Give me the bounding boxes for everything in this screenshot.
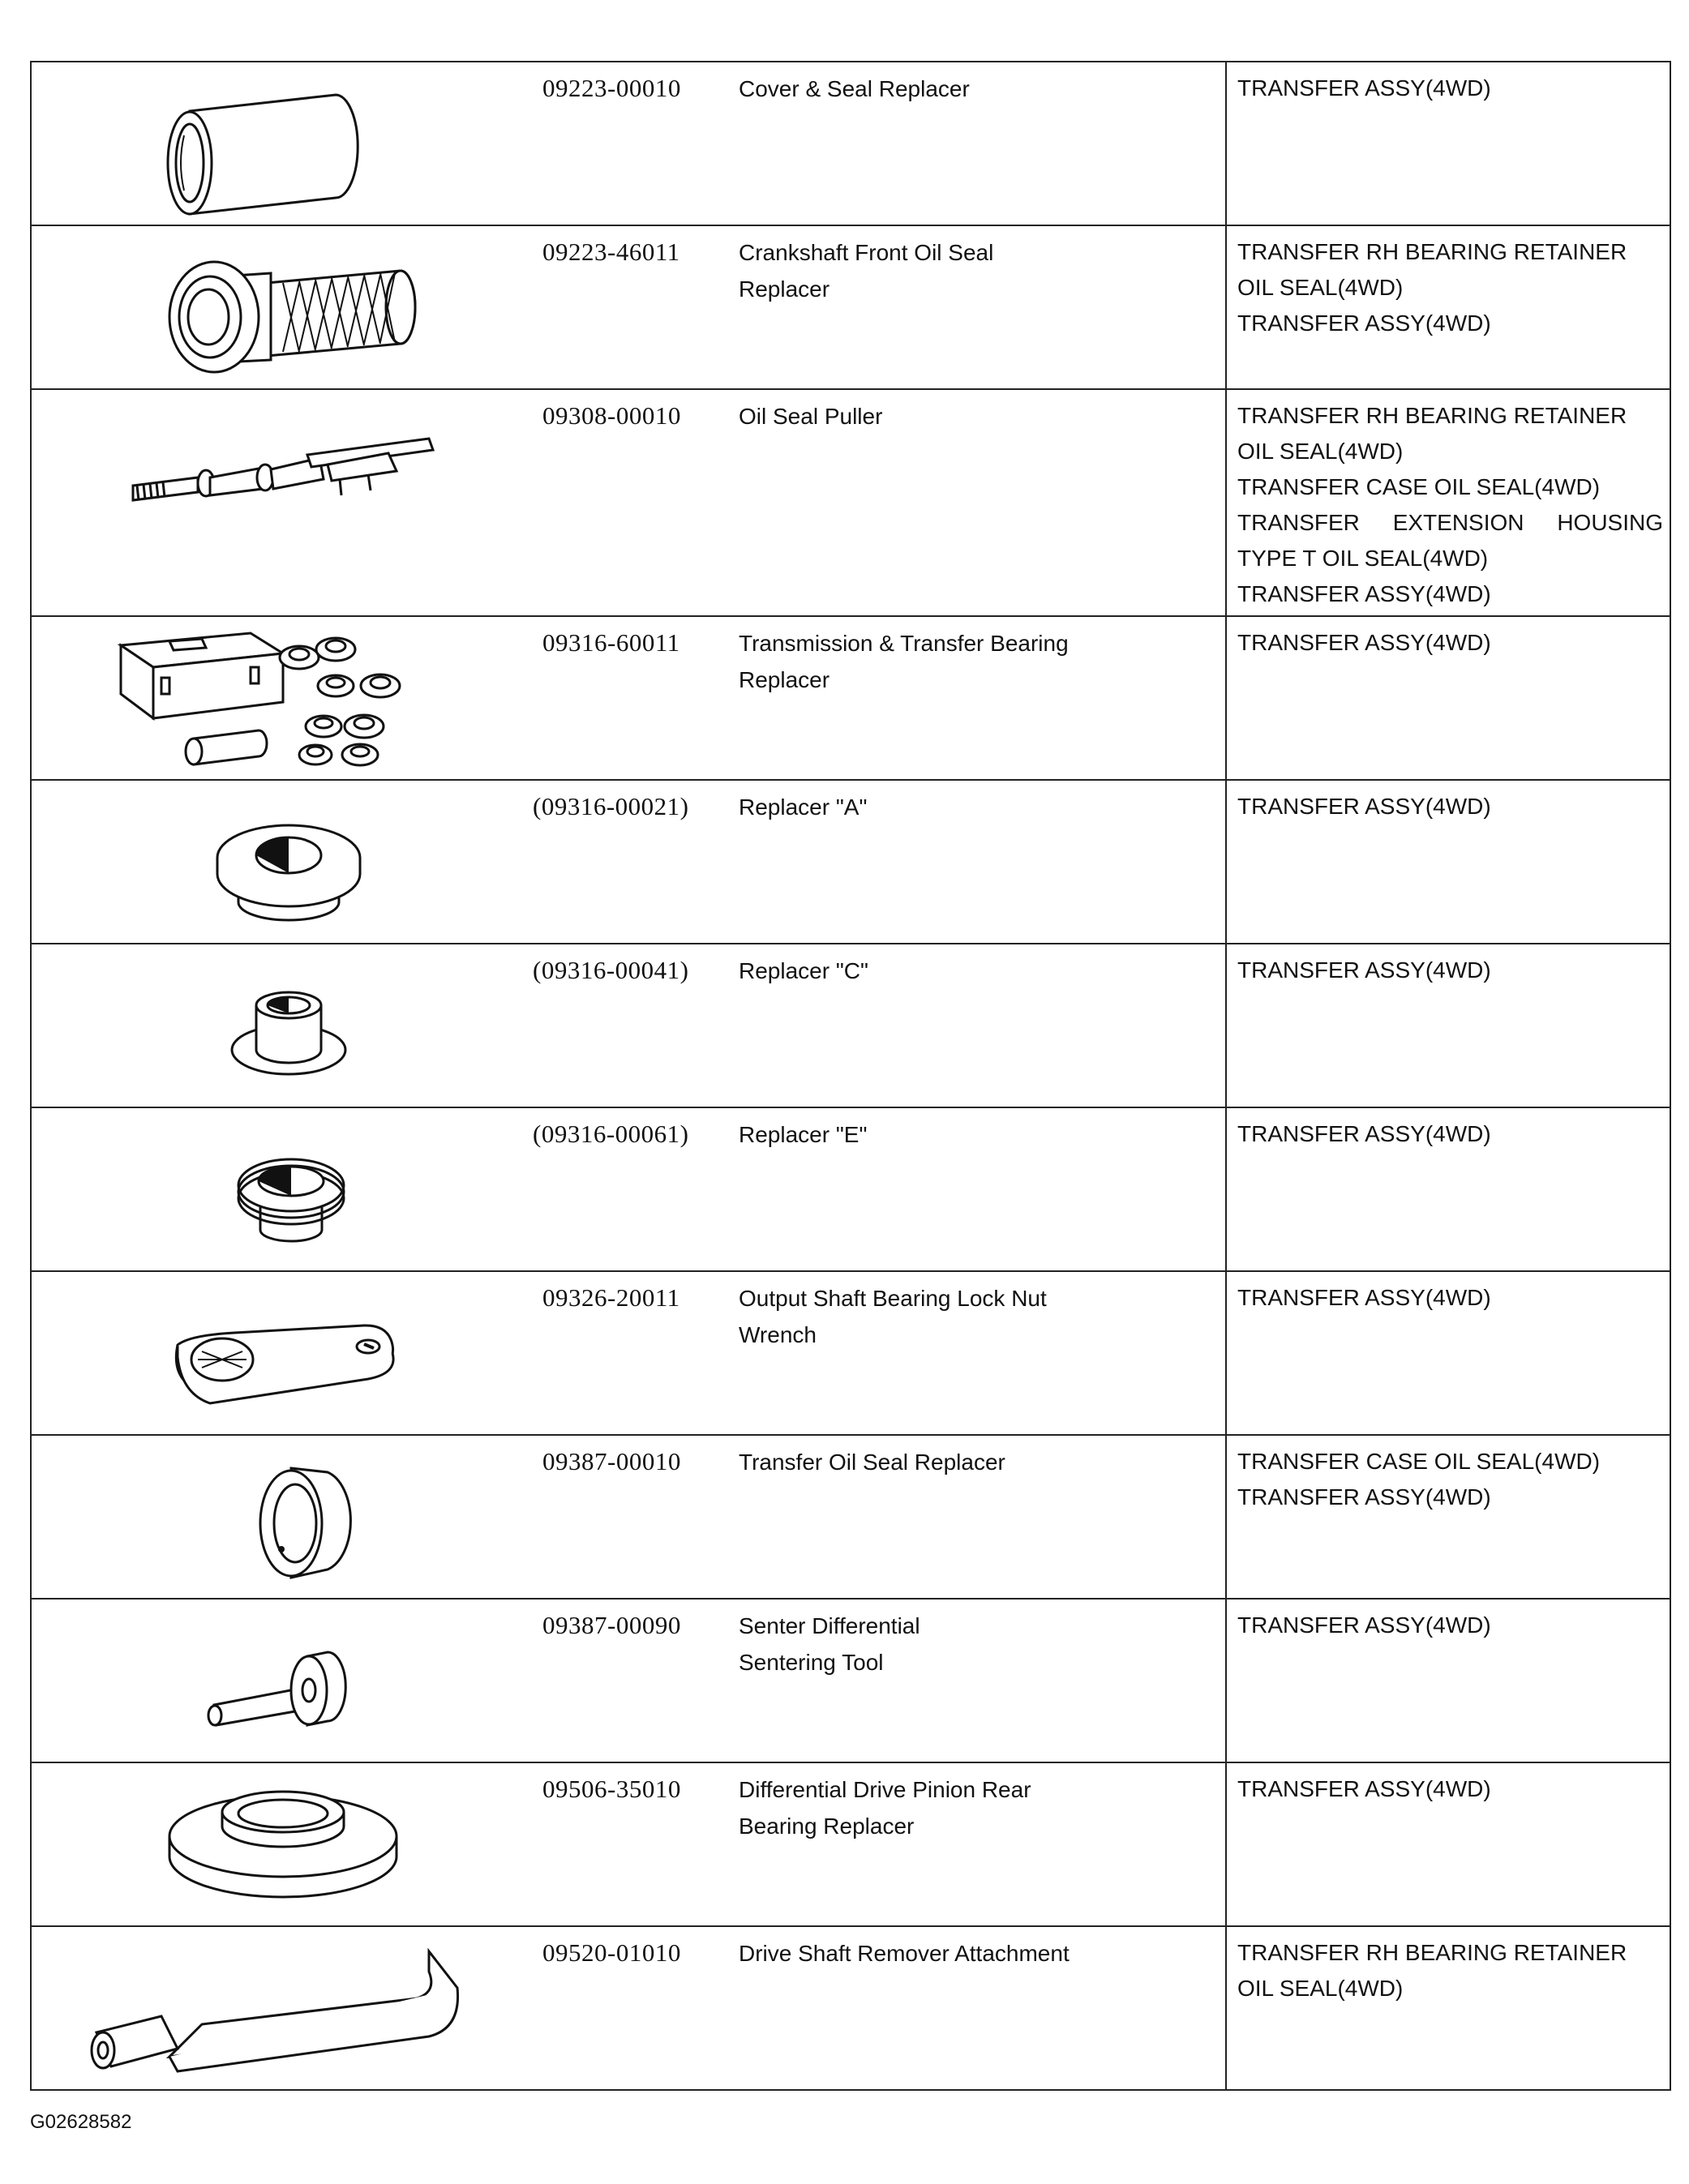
usage-line: TRANSFER ASSY(4WD) xyxy=(1237,794,1491,819)
usage-word: HOUSING xyxy=(1557,510,1663,535)
part-number: 09520-01010 xyxy=(526,1926,729,2090)
tool-illustration-cell xyxy=(31,1762,526,1926)
table-row xyxy=(31,1762,1670,1926)
tool-illustration-cell xyxy=(31,616,526,780)
tool-name-line: Replacer "A" xyxy=(739,794,868,820)
tool-name-line: Transmission & Transfer Bearing xyxy=(739,631,1069,656)
tool-name-line: Senter Differential xyxy=(739,1613,920,1638)
table-row xyxy=(31,944,1670,1107)
tool-name xyxy=(729,62,1226,225)
usage-line: OIL SEAL(4WD) xyxy=(1237,275,1404,300)
table-row xyxy=(31,1435,1670,1599)
tool-kit-case-icon xyxy=(48,617,478,777)
tool-usage xyxy=(1226,62,1670,225)
tool-name-line: Wrench xyxy=(739,1322,817,1347)
tool-usage xyxy=(1226,616,1670,780)
tool-name-line: Differential Drive Pinion Rear xyxy=(739,1777,1031,1802)
tool-illustration-cell xyxy=(31,389,526,616)
wide-bearing-replacer-icon xyxy=(48,1763,478,1924)
tool-name-line: Output Shaft Bearing Lock Nut xyxy=(739,1286,1047,1311)
tool-name xyxy=(729,1107,1226,1271)
usage-line: TRANSFER ASSY(4WD) xyxy=(1237,1612,1491,1638)
tool-name-line: Drive Shaft Remover Attachment xyxy=(739,1941,1070,1966)
usage-line: TRANSFER ASSY(4WD) xyxy=(1237,581,1491,606)
tool-name-line: Transfer Oil Seal Replacer xyxy=(739,1450,1005,1475)
knurled-handle-replacer-icon xyxy=(48,226,478,387)
usage-line: TRANSFER RH BEARING RETAINER xyxy=(1237,403,1627,428)
document-id: G02628582 xyxy=(30,2111,132,2133)
drive-shaft-remover-icon xyxy=(48,1927,478,2088)
usage-line: TRANSFER ASSY(4WD) xyxy=(1237,957,1491,983)
table-row xyxy=(31,1599,1670,1762)
tool-usage xyxy=(1226,225,1670,389)
usage-line: TRANSFER RH BEARING RETAINER xyxy=(1237,239,1627,264)
tool-name-line: Sentering Tool xyxy=(739,1650,884,1675)
tool-name xyxy=(729,1271,1226,1435)
table-row xyxy=(31,1107,1670,1271)
table-row xyxy=(31,1926,1670,2090)
usage-line: TRANSFER ASSY(4WD) xyxy=(1237,75,1491,101)
usage-word: TRANSFER xyxy=(1237,510,1360,535)
tool-usage xyxy=(1226,944,1670,1107)
tool-name-line: Replacer xyxy=(739,276,830,302)
part-number: (09316-00041) xyxy=(526,944,729,1107)
small-replacer-icon xyxy=(48,944,478,1105)
tool-name xyxy=(729,1762,1226,1926)
special-tools-table xyxy=(30,61,1663,2088)
tool-illustration-cell xyxy=(31,1599,526,1762)
tool-usage xyxy=(1226,1435,1670,1599)
tool-usage xyxy=(1226,1599,1670,1762)
tool-illustration-cell xyxy=(31,1271,526,1435)
flanged-replacer-icon xyxy=(48,781,478,941)
usage-line xyxy=(1237,505,1663,541)
tool-usage xyxy=(1226,1107,1670,1271)
tool-name-line: Replacer "E" xyxy=(739,1122,868,1147)
part-number: 09506-35010 xyxy=(526,1762,729,1926)
table-row xyxy=(31,389,1670,616)
tool-illustration-cell xyxy=(31,1435,526,1599)
tool-name-line: Oil Seal Puller xyxy=(739,404,883,429)
usage-line: TRANSFER ASSY(4WD) xyxy=(1237,630,1491,655)
table-row xyxy=(31,1271,1670,1435)
tool-name xyxy=(729,944,1226,1107)
tool-name xyxy=(729,1599,1226,1762)
tool-name-line: Replacer xyxy=(739,667,830,692)
tool-usage xyxy=(1226,1762,1670,1926)
table-row xyxy=(31,616,1670,780)
part-number: (09316-00061) xyxy=(526,1107,729,1271)
tool-illustration-cell xyxy=(31,1926,526,2090)
table-row xyxy=(31,62,1670,225)
table-row xyxy=(31,225,1670,389)
part-number: 09387-00090 xyxy=(526,1599,729,1762)
cylinder-sleeve-icon xyxy=(48,62,478,223)
tool-name xyxy=(729,1926,1226,2090)
tool-name xyxy=(729,225,1226,389)
usage-line: OIL SEAL(4WD) xyxy=(1237,439,1404,464)
part-number: 09308-00010 xyxy=(526,389,729,616)
ribbed-replacer-icon xyxy=(48,1108,478,1269)
tool-illustration-cell xyxy=(31,944,526,1107)
centering-pin-tool-icon xyxy=(48,1599,478,1760)
ring-replacer-icon xyxy=(48,1436,478,1596)
part-number: 09223-00010 xyxy=(526,62,729,225)
tool-usage xyxy=(1226,780,1670,944)
usage-line: TRANSFER ASSY(4WD) xyxy=(1237,1776,1491,1801)
usage-line: TRANSFER RH BEARING RETAINER xyxy=(1237,1940,1627,1965)
usage-line: TRANSFER ASSY(4WD) xyxy=(1237,310,1491,336)
part-number: 09316-60011 xyxy=(526,616,729,780)
tool-illustration-cell xyxy=(31,225,526,389)
slide-hammer-puller-icon xyxy=(48,390,478,614)
tool-name-line: Replacer "C" xyxy=(739,958,868,983)
part-number: 09326-20011 xyxy=(526,1271,729,1435)
tool-name xyxy=(729,780,1226,944)
tool-name-line: Crankshaft Front Oil Seal xyxy=(739,240,994,265)
usage-line: TRANSFER ASSY(4WD) xyxy=(1237,1121,1491,1146)
tool-name-line: Cover & Seal Replacer xyxy=(739,76,970,101)
part-number: 09387-00010 xyxy=(526,1435,729,1599)
tool-illustration-cell xyxy=(31,780,526,944)
tool-illustration-cell xyxy=(31,1107,526,1271)
tool-name xyxy=(729,1435,1226,1599)
usage-line: TYPE T OIL SEAL(4WD) xyxy=(1237,546,1489,571)
tool-name-line: Bearing Replacer xyxy=(739,1814,915,1839)
lock-nut-wrench-icon xyxy=(48,1272,478,1432)
tool-usage xyxy=(1226,1926,1670,2090)
usage-line: TRANSFER ASSY(4WD) xyxy=(1237,1285,1491,1310)
usage-line: TRANSFER CASE OIL SEAL(4WD) xyxy=(1237,474,1601,499)
tool-usage xyxy=(1226,1271,1670,1435)
usage-line: TRANSFER CASE OIL SEAL(4WD) xyxy=(1237,1449,1601,1474)
tool-usage xyxy=(1226,389,1670,616)
tool-name xyxy=(729,616,1226,780)
part-number: (09316-00021) xyxy=(526,780,729,944)
table-row xyxy=(31,780,1670,944)
part-number: 09223-46011 xyxy=(526,225,729,389)
usage-line: TRANSFER ASSY(4WD) xyxy=(1237,1484,1491,1510)
tool-name xyxy=(729,389,1226,616)
usage-line: OIL SEAL(4WD) xyxy=(1237,1976,1404,2001)
tool-illustration-cell xyxy=(31,62,526,225)
usage-word: EXTENSION xyxy=(1392,510,1524,535)
